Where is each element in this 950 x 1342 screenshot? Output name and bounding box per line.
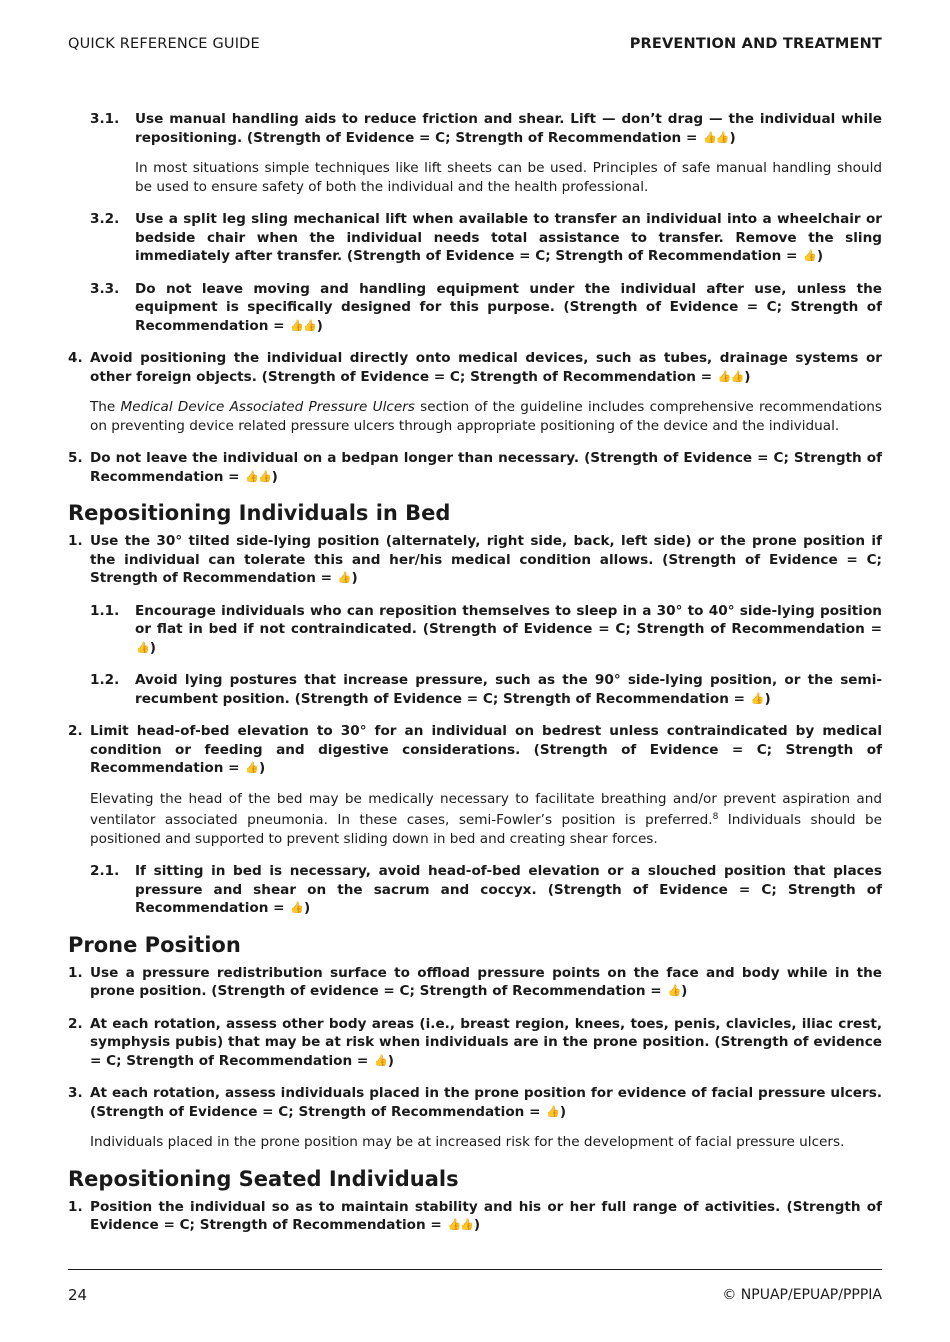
footer-divider: [68, 1269, 882, 1270]
item-number: 2.: [68, 723, 83, 739]
recommendation-3-3: 3.3. Do not leave moving and handling equipment under the individual after use, unless the equipment is specifically designed for this purpose. (Strength of Evidence = C; Strength of Recommendation = 👍👍): [90, 280, 882, 334]
item-text: Avoid lying postures that increase pressure, such as the 90° side-lying position, or the semi-recumbent position. (Strength of Evidence = C; Strength of Recommendation =: [135, 672, 882, 707]
thumbs-up-icon: 👍👍: [447, 1218, 473, 1231]
section-reference: Medical Device Associated Pressure Ulcers: [120, 399, 415, 415]
item-text: Do not leave the individual on a bedpan longer than necessary. (Strength of Evidence = C; Strength of Recommendation =: [90, 450, 882, 485]
recommendation-3-2: 3.2. Use a split leg sling mechanical lift when available to transfer an individual into a wheelchair or bedside chair when the individual needs total assistance to transfer. Remove the sling immediately after transfer. (Strength of Evidence = C; Strength of Recommendation = 👍): [90, 211, 882, 264]
item-number: 2.: [68, 1015, 83, 1032]
heading-repositioning-seated: Repositioning Seated Individuals: [68, 1166, 459, 1191]
seated-recommendation-1: 1. Position the individual so as to maintain stability and his or her full range of activities. (Strength of Evidence = C; Strength of Recommendation = 👍👍): [68, 1198, 882, 1233]
item-number: 3.: [68, 1085, 83, 1101]
bed-recommendation-2-1: 2.1. If sitting in bed is necessary, avoid head-of-bed elevation or a slouched position that places pressure and shear on the sacrum and coccyx. (Strength of Evidence = C; Strength of Recommendation = 👍): [90, 863, 882, 916]
item-text: Position the individual so as to maintain stability and his or her full range of activities. (Strength of Evidence = C; Strength of Recommendation =: [90, 1198, 882, 1233]
thumbs-up-icon: 👍👍: [245, 469, 271, 483]
note-4: The Medical Device Associated Pressure Ulcers section of the guideline includes comprehensive recommendations on preventing device related pressure ulcers through appropriate positioning of the device and the individual.: [90, 399, 882, 434]
footnote-marker: 8: [712, 812, 719, 822]
recommendation-4: 4. Avoid positioning the individual directly onto medical devices, such as tubes, drainage systems or other foreign objects. (Strength of Evidence = C; Strength of Recommendation = 👍👍): [68, 350, 882, 385]
item-text: Do not leave moving and handling equipment under the individual after use, unless the equipment is specifically designed for this purpose. (Strength of Evidence = C; Strength of Recommendation =: [135, 280, 882, 334]
prone-recommendation-3: 3. At each rotation, assess individuals placed in the prone position for evidence of facial pressure ulcers. (Strength of Evidence = C; Strength of Recommendation = 👍): [68, 1085, 882, 1120]
prone-recommendation-1: 1. Use a pressure redistribution surface to offload pressure points on the face and body while in the prone position. (Strength of evidence = C; Strength of Recommendation = 👍): [68, 964, 882, 999]
thumbs-up-icon: 👍: [803, 249, 816, 262]
recommendation-5: 5. Do not leave the individual on a bedpan longer than necessary. (Strength of Evidence = C; Strength of Recommendation = 👍👍): [68, 450, 882, 485]
note-bed-2: Elevating the head of the bed may be medically necessary to facilitate breathing and/or prevent aspiration and ventilator associated pneumonia. In these cases, semi-Fowler’s position is preferred.$^8$ Individuals should be positioned and supported to prevent sliding down in bed and creating shear forces.: [90, 790, 882, 847]
thumbs-up-icon: 👍: [374, 1053, 387, 1067]
item-number: 2.1.: [90, 863, 120, 879]
item-number: 3.2.: [90, 211, 120, 227]
bed-recommendation-1: 1. Use the 30° tilted side-lying position (alternately, right side, back, left side) or the prone position if the individual can tolerate this and her/his medical condition allows. (Strength of Evidence = C; Strength of Recommendation = 👍): [68, 533, 882, 586]
thumbs-up-icon: 👍👍: [290, 318, 316, 332]
item-number: 4.: [68, 350, 83, 366]
item-number: 1.: [68, 964, 83, 981]
prone-recommendation-2: 2. At each rotation, assess other body areas (i.e., breast region, knees, toes, penis, clavicles, iliac crest, symphysis pubis) that may be at risk when individuals are in the prone position. (Strength of evidence = C; Strength of Recommendation = 👍): [68, 1015, 882, 1069]
item-text: Use the 30° tilted side-lying position (alternately, right side, back, left side) or the prone position if the individual can tolerate this and her/his medical condition allows. (Strength of Evidence = C; Strength of Recommendation =: [90, 533, 882, 586]
heading-prone-position: Prone Position: [68, 932, 241, 957]
item-number: 3.1.: [90, 111, 120, 127]
page: [68, 0, 882, 1342]
item-text: At each rotation, assess other body areas (i.e., breast region, knees, toes, penis, clavicles, iliac crest, symphysis pubis) that may be at risk when individuals are in the prone position. (Strength of evidence = C; Strength of Recommendation =: [90, 1015, 882, 1069]
item-text: If sitting in bed is necessary, avoid head-of-bed elevation or a slouched position that places pressure and shear on the sacrum and coccyx. (Strength of Evidence = C; Strength of Recommendation =: [135, 863, 882, 916]
item-text: Use a pressure redistribution surface to offload pressure points on the face and body while in the prone position. (Strength of evidence = C; Strength of Recommendation =: [90, 964, 882, 999]
copyright: © NPUAP/EPUAP/PPPIA: [722, 1287, 882, 1303]
thumbs-up-icon: 👍: [290, 901, 303, 914]
note-prone-3: Individuals placed in the prone position may be at increased risk for the development of facial pressure ulcers.: [90, 1134, 845, 1150]
note-3-1: In most situations simple techniques like lift sheets can be used. Principles of safe manual handling should be used to ensure safety of both the individual and the health professional.: [135, 160, 882, 195]
bed-recommendation-2: 2. Limit head-of-bed elevation to 30° for an individual on bedrest unless contraindicated by medical condition or feeding and digestive considerations. (Strength of Evidence = C; Strength of Recommendation = 👍): [68, 723, 882, 776]
thumbs-up-icon: 👍👍: [717, 369, 744, 383]
thumbs-up-icon: 👍: [337, 571, 351, 584]
item-text: Avoid positioning the individual directly onto medical devices, such as tubes, drainage systems or other foreign objects. (Strength of Evidence = C; Strength of Recommendation =: [90, 350, 882, 385]
item-number: 1.2.: [90, 672, 120, 688]
item-text: At each rotation, assess individuals placed in the prone position for evidence of facial pressure ulcers. (Strength of Evidence = C; Strength of Recommendation =: [90, 1085, 882, 1120]
item-text: Use a split leg sling mechanical lift when available to transfer an individual into a wheelchair or bedside chair when the individual needs total assistance to transfer. Remove the sling immediately after transfer. (Strength of Evidence = C; Strength of Recommendation =: [135, 211, 882, 264]
item-number: 1.: [68, 533, 83, 549]
thumbs-up-icon: 👍👍: [703, 130, 729, 144]
item-number: 1.: [68, 1198, 83, 1215]
recommendation-3-1: 3.1. Use manual handling aids to reduce friction and shear. Lift — don’t drag — the individual while repositioning. (Strength of Evidence = C; Strength of Recommendation = 👍👍): [90, 111, 882, 146]
bed-recommendation-1-1: 1.1. Encourage individuals who can reposition themselves to sleep in a 30° to 40° side-lying position or flat in bed if not contraindicated. (Strength of Evidence = C; Strength of Recommendation = 👍): [90, 602, 882, 656]
item-number: 5.: [68, 450, 83, 466]
header-section-title: PREVENTION AND TREATMENT: [629, 36, 882, 52]
thumbs-up-icon: 👍: [546, 1104, 559, 1118]
item-text: Limit head-of-bed elevation to 30° for an individual on bedrest unless contraindicated by medical condition or feeding and digestive considerations. (Strength of Evidence = C; Strength of Recommendation =: [90, 723, 882, 776]
thumbs-up-icon: 👍: [750, 691, 764, 705]
page-number: 24: [68, 1286, 88, 1304]
heading-repositioning-in-bed: Repositioning Individuals in Bed: [68, 501, 451, 525]
item-text: Encourage individuals who can reposition themselves to sleep in a 30° to 40° side-lying position or flat in bed if not contraindicated. (Strength of Evidence = C; Strength of Recommendation =: [135, 602, 882, 637]
thumbs-up-icon: 👍: [245, 761, 258, 774]
item-number: 1.1.: [90, 602, 120, 619]
bed-recommendation-1-2: 1.2. Avoid lying postures that increase pressure, such as the 90° side-lying position, or the semi-recumbent position. (Strength of Evidence = C; Strength of Recommendation = 👍): [90, 672, 882, 707]
thumbs-up-icon: 👍: [667, 984, 681, 997]
item-number: 3.3.: [90, 280, 120, 297]
thumbs-up-icon: 👍: [136, 640, 149, 654]
page-content: [68, 110, 882, 1249]
header-guide-title: QUICK REFERENCE GUIDE: [68, 36, 260, 52]
item-text: Use manual handling aids to reduce friction and shear. Lift — don’t drag — the individual while repositioning. (Strength of Evidence = C; Strength of Recommendation =: [135, 111, 882, 146]
